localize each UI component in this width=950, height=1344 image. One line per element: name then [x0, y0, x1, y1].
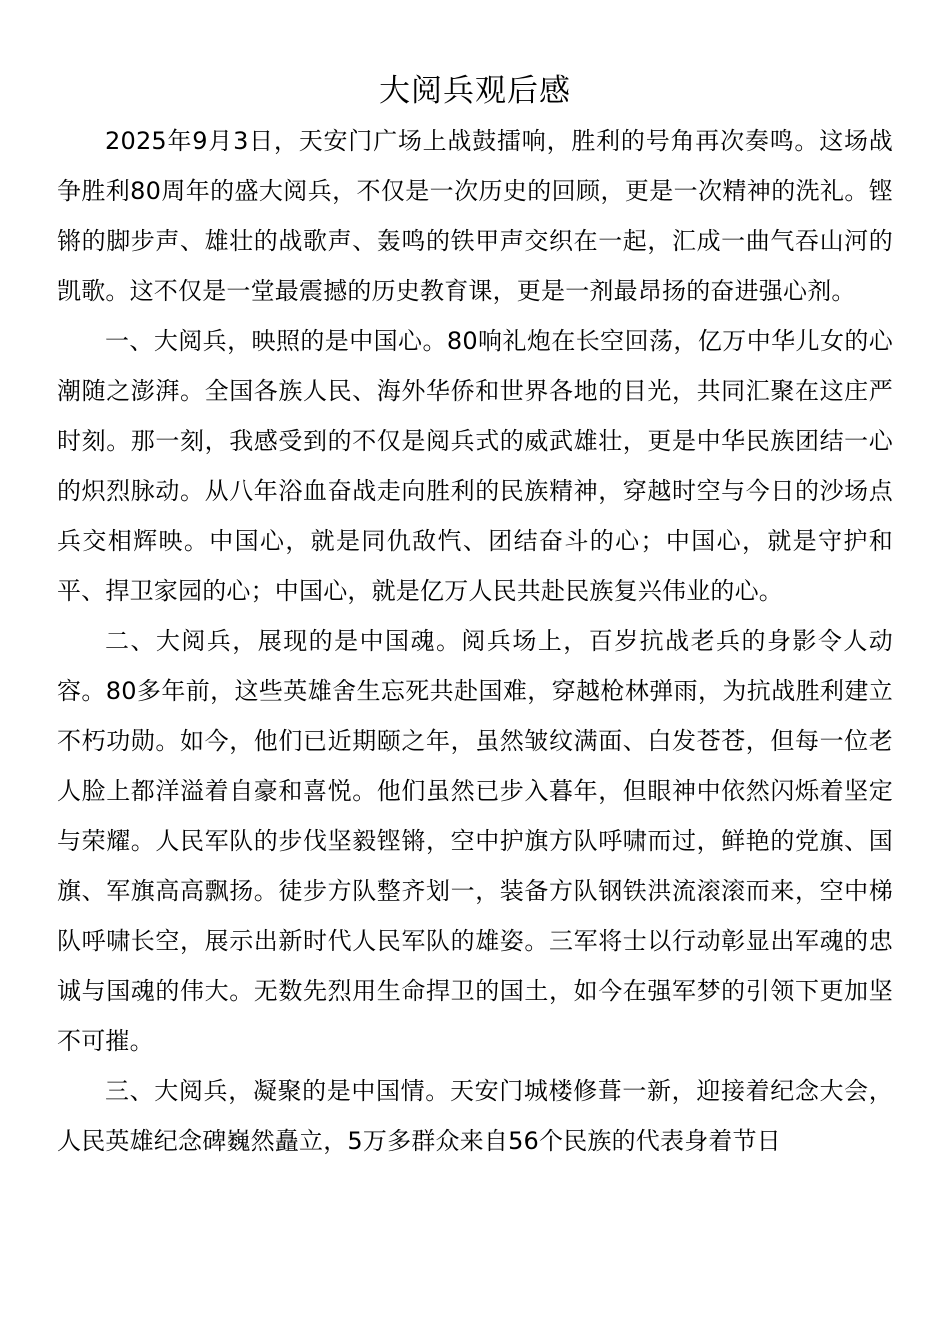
paragraph-intro: 2025年9月3日，天安门广场上战鼓擂响，胜利的号角再次奏鸣。这场战争胜利80周年的盛大阅兵，不仅是一次历史的回顾，更是一次精神的洗礼。铿锵的脚步声、雄壮的战歌声、轰鸣的铁甲声交织在一起，汇成一曲气吞山河的凯歌。这不仅是一堂最震撼的历史教育课，更是一剂最昂扬的奋进强心剂。: [57, 127, 893, 305]
paragraph-section-two: 二、大阅兵，展现的是中国魂。阅兵场上，百岁抗战老兵的身影令人动容。80多年前，这些英雄舍生忘死共赴国难，穿越枪林弹雨，为抗战胜利建立不朽功勋。如今，他们已近期颐之年，虽然皱纹满面、白发苍苍，但每一位老人脸上都洋溢着自豪和喜悦。他们虽然已步入暮年，但眼神中依然闪烁着坚定与荣耀。人民军队的步伐坚毅铿锵，空中护旗方队呼啸而过，鲜艳的党旗、国旗、军旗高高飘扬。徒步方队整齐划一，装备方队钢铁洪流滚滚而来，空中梯队呼啸长空，展示出新时代人民军队的雄姿。三军将士以行动彰显出军魂的忠诚与国魂的伟大。无数先烈用生命捍卫的国土，如今在强军梦的引领下更加坚不可摧。: [57, 627, 893, 1055]
paragraph-section-three: 三、大阅兵，凝聚的是中国情。天安门城楼修葺一新，迎接着纪念大会，人民英雄纪念碑巍然矗立，5万多群众来自56个民族的代表身着节日: [57, 1077, 893, 1155]
document-page: [57, 66, 893, 1166]
paragraph-section-one: 一、大阅兵，映照的是中国心。80响礼炮在长空回荡，亿万中华儿女的心潮随之澎湃。全国各族人民、海外华侨和世界各地的目光，共同汇聚在这庄严时刻。那一刻，我感受到的不仅是阅兵式的威武雄壮，更是中华民族团结一心的炽烈脉动。从八年浴血奋战走向胜利的民族精神，穿越时空与今日的沙场点兵交相辉映。中国心，就是同仇敌忾、团结奋斗的心；中国心，就是守护和平、捍卫家园的心；中国心，就是亿万人民共赴民族复兴伟业的心。: [57, 327, 893, 605]
document-title: 大阅兵观后感: [379, 73, 571, 109]
